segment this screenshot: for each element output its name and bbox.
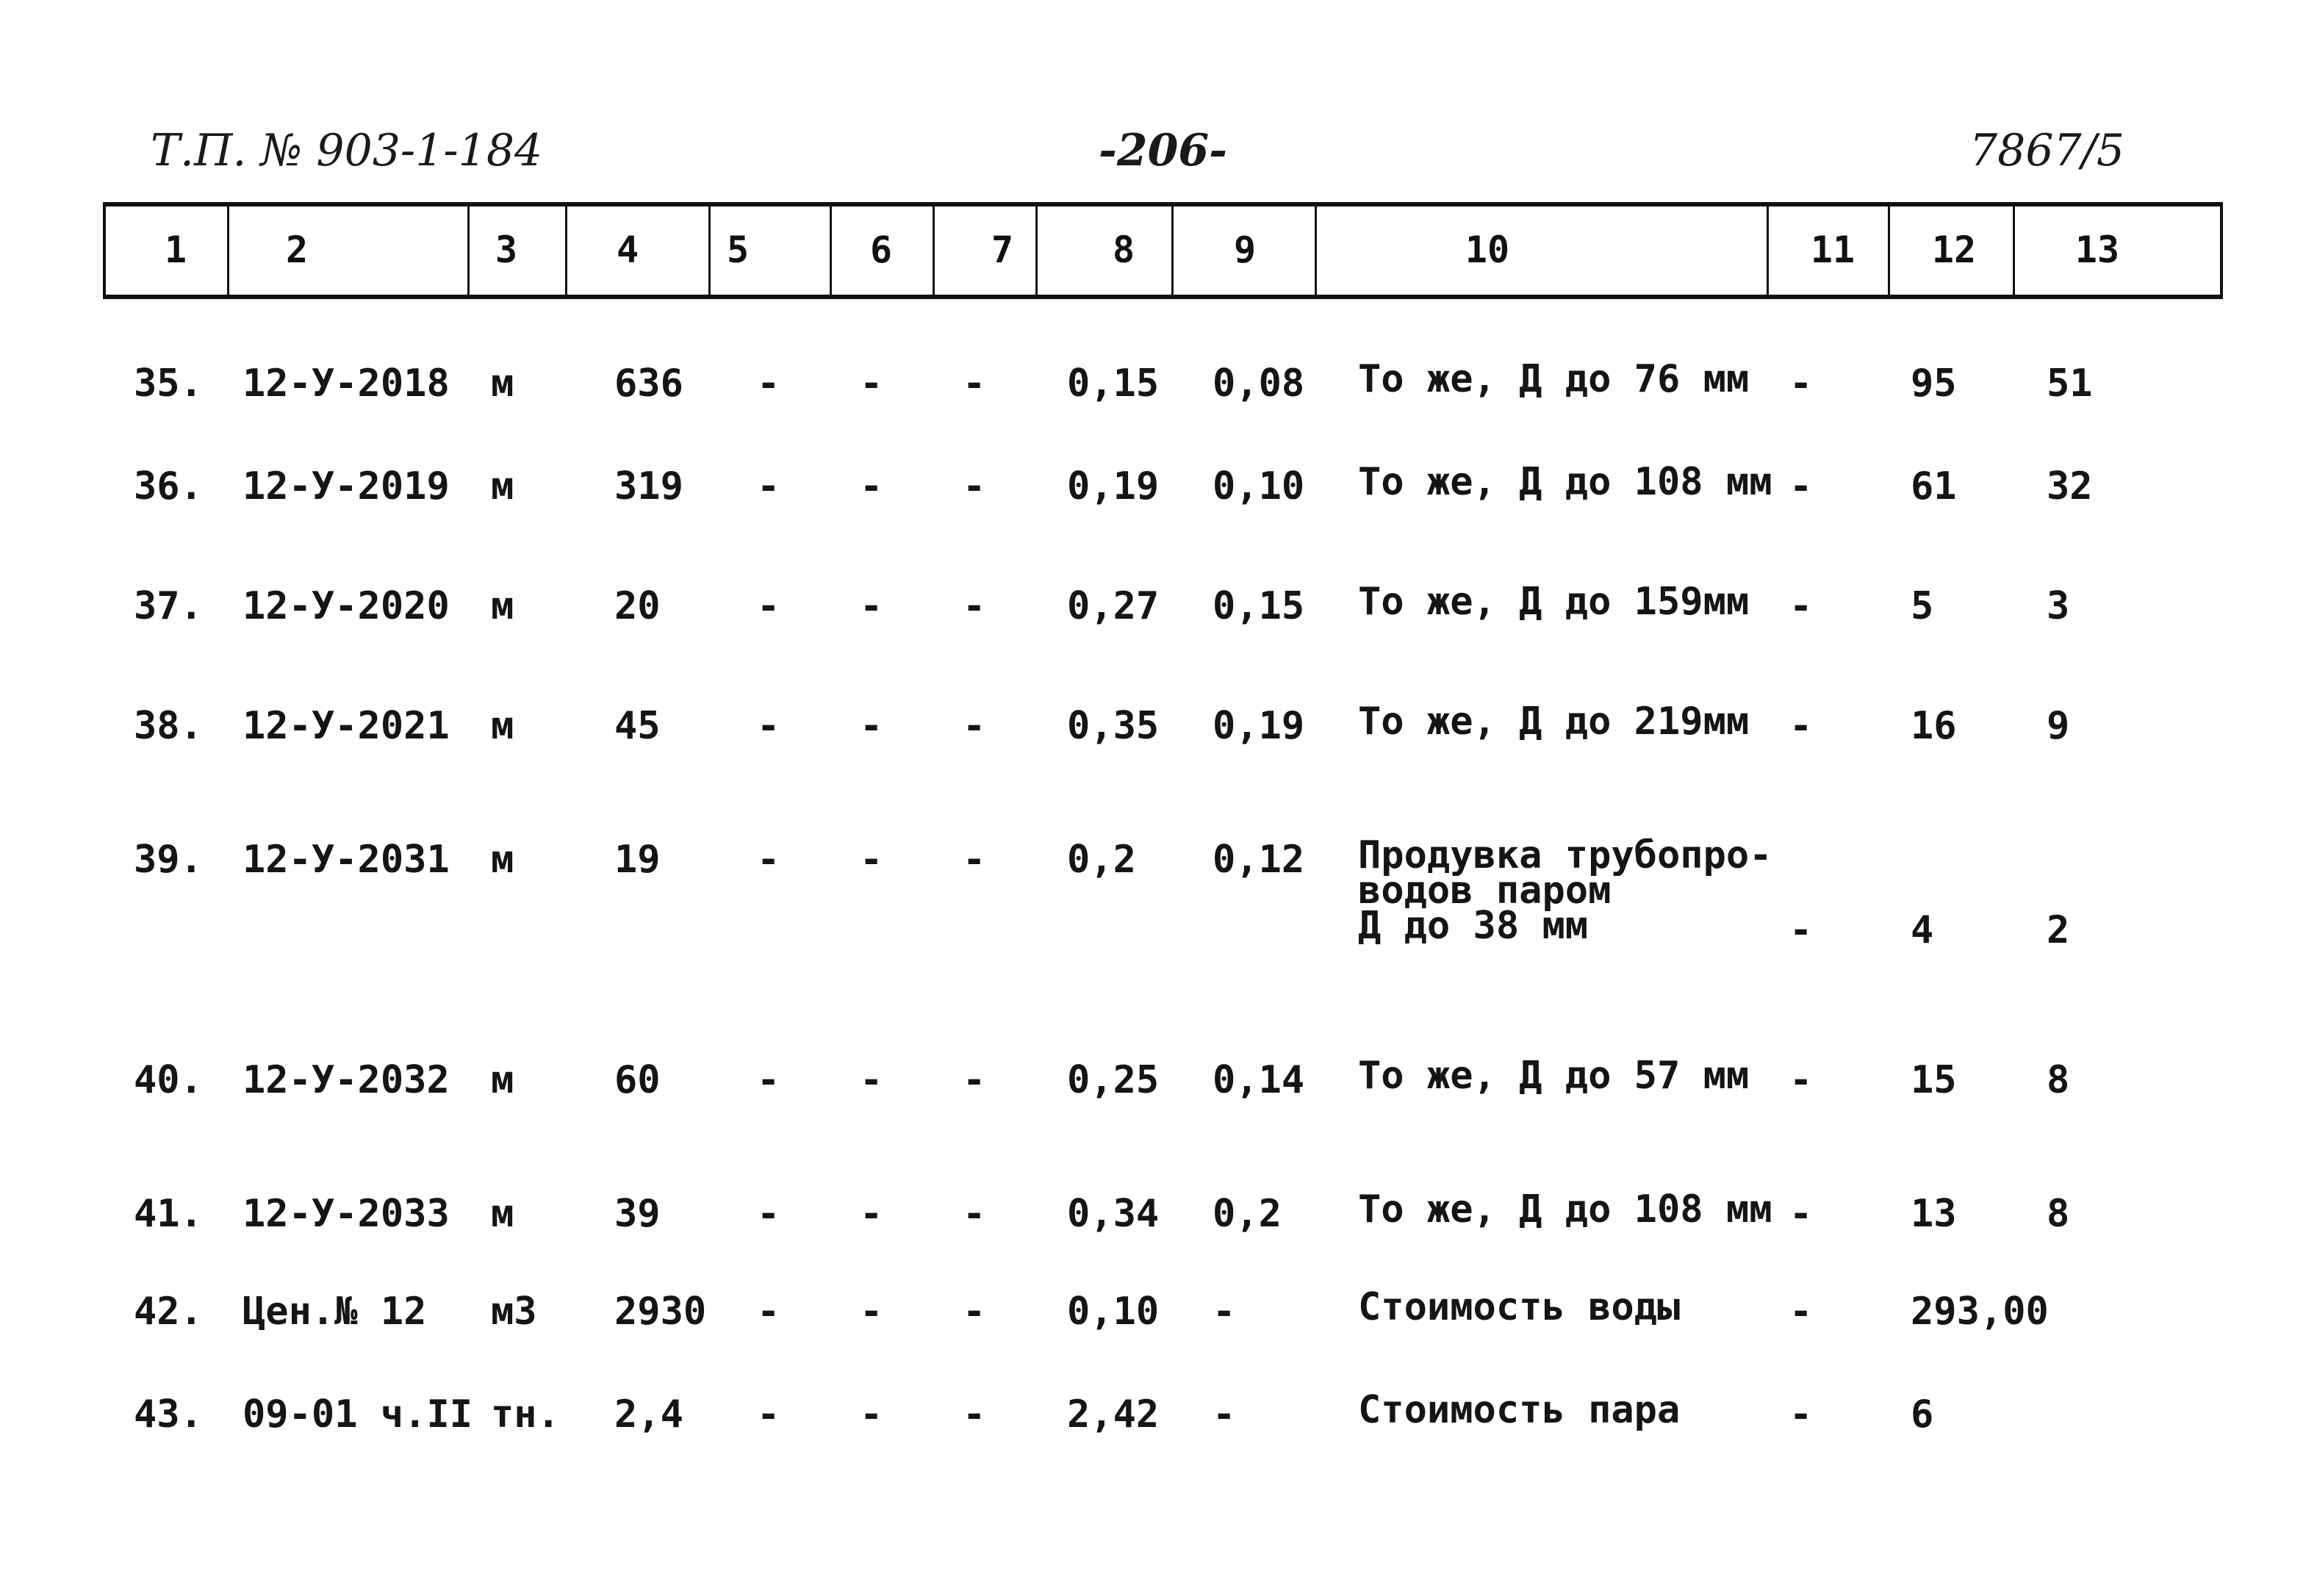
col-8: 0,15 (1067, 362, 1160, 406)
quantity: 45 (614, 704, 661, 748)
col-12: 15 (1911, 1058, 1957, 1102)
col-6: - (860, 1058, 883, 1102)
column-divider (1315, 206, 1317, 295)
row-number: 39. (134, 838, 203, 882)
unit: м (491, 704, 514, 748)
col-8: 2,42 (1067, 1392, 1160, 1437)
col-7: - (963, 704, 986, 748)
col-9: 0,10 (1213, 464, 1305, 508)
col-7: - (963, 464, 986, 508)
col-6: - (860, 1290, 883, 1334)
column-header-1: 1 (164, 229, 187, 271)
row-number: 43. (134, 1392, 203, 1437)
column-header-6: 6 (869, 229, 893, 271)
col-12: 13 (1911, 1192, 1957, 1236)
col-11: - (1789, 1392, 1813, 1437)
col-11: - (1789, 704, 1813, 748)
column-divider (227, 206, 229, 295)
col-13: 2 (2047, 908, 2070, 952)
col-5: - (757, 1192, 780, 1236)
description: Стоимость пара (1358, 1388, 1681, 1432)
description: То же, Д до 108 мм (1358, 460, 1772, 504)
col-8: 0,25 (1067, 1058, 1160, 1102)
rate-code: 12-У-2021 (243, 704, 450, 748)
col-9: - (1213, 1290, 1236, 1334)
col-6: - (860, 362, 883, 406)
sheet-code: 7867/5 (1969, 125, 2125, 176)
rate-code: 12-У-2020 (243, 584, 450, 628)
col-12: 5 (1911, 584, 1934, 628)
unit: м (491, 584, 514, 628)
column-header-10: 10 (1465, 229, 1510, 271)
col-13: 3 (2047, 584, 2070, 628)
col-7: - (963, 1058, 986, 1102)
rate-code: 12-У-2018 (243, 362, 450, 406)
rate-code: Цен.№ 12 (243, 1290, 427, 1334)
col-6: - (860, 584, 883, 628)
col-6: - (860, 1192, 883, 1236)
col-9: 0,12 (1213, 838, 1305, 882)
unit: м (491, 1192, 514, 1236)
row-number: 38. (134, 704, 203, 748)
row-number: 35. (134, 362, 203, 406)
col-6: - (860, 464, 883, 508)
quantity: 39 (614, 1192, 661, 1236)
rate-code: 12-У-2031 (243, 838, 450, 882)
col-5: - (757, 1392, 780, 1437)
col-13: 8 (2047, 1192, 2070, 1236)
col-11: - (1789, 908, 1813, 952)
rate-code: 12-У-2032 (243, 1058, 450, 1102)
column-divider (933, 206, 935, 295)
column-header-9: 9 (1233, 229, 1257, 271)
column-header-4: 4 (616, 229, 639, 271)
col-12: 293,00 (1911, 1290, 2049, 1334)
description: Стоимость воды (1358, 1285, 1681, 1329)
col-9: 0,2 (1213, 1192, 1282, 1236)
col-6: - (860, 1392, 883, 1437)
col-8: 0,19 (1067, 464, 1160, 508)
col-8: 0,34 (1067, 1192, 1160, 1236)
row-number: 36. (134, 464, 203, 508)
quantity: 20 (614, 584, 661, 628)
col-9: 0,14 (1213, 1058, 1305, 1102)
col-8: 0,27 (1067, 584, 1160, 628)
row-number: 41. (134, 1192, 203, 1236)
column-divider (565, 206, 567, 295)
col-7: - (963, 584, 986, 628)
column-header-2: 2 (285, 229, 309, 271)
col-7: - (963, 362, 986, 406)
col-11: - (1789, 1290, 1813, 1334)
unit: м (491, 838, 514, 882)
document-number: Т.П. № 903-1-184 (151, 125, 543, 176)
row-number: 42. (134, 1290, 203, 1334)
col-8: 0,35 (1067, 704, 1160, 748)
col-11: - (1789, 1058, 1813, 1102)
col-5: - (757, 584, 780, 628)
col-13: 9 (2047, 704, 2070, 748)
column-header-5: 5 (726, 229, 750, 271)
page-number: -206- (1099, 125, 1228, 176)
quantity: 2,4 (614, 1392, 683, 1437)
col-7: - (963, 838, 986, 882)
column-divider (708, 206, 711, 295)
description: То же, Д до 219мм (1358, 700, 1750, 744)
quantity: 2930 (614, 1290, 707, 1334)
column-divider (1171, 206, 1174, 295)
col-12: 95 (1911, 362, 1957, 406)
column-divider (830, 206, 832, 295)
unit: м (491, 464, 514, 508)
column-header-12: 12 (1931, 229, 1977, 271)
col-9: 0,19 (1213, 704, 1305, 748)
col-5: - (757, 838, 780, 882)
col-7: - (963, 1192, 986, 1236)
col-5: - (757, 1058, 780, 1102)
col-12: 16 (1911, 704, 1957, 748)
col-7: - (963, 1290, 986, 1334)
description: То же, Д до 159мм (1358, 580, 1750, 624)
column-header-13: 13 (2074, 229, 2120, 271)
col-5: - (757, 704, 780, 748)
col-13: 51 (2047, 362, 2093, 406)
rate-code: 12-У-2019 (243, 464, 450, 508)
col-13: 32 (2047, 464, 2093, 508)
description: Продувка трубопро- водов паром Д до 38 мм (1358, 833, 1772, 948)
unit: тн. (491, 1392, 560, 1437)
description: То же, Д до 57 мм (1358, 1054, 1750, 1098)
col-12: 6 (1911, 1392, 1934, 1437)
row-number: 40. (134, 1058, 203, 1102)
col-12: 4 (1911, 908, 1934, 952)
column-header-3: 3 (495, 229, 518, 271)
col-8: 0,2 (1067, 838, 1136, 882)
col-12: 61 (1911, 464, 1957, 508)
column-header-8: 8 (1112, 229, 1135, 271)
column-divider (1888, 206, 1890, 295)
quantity: 636 (614, 362, 683, 406)
col-5: - (757, 464, 780, 508)
column-header-7: 7 (991, 229, 1014, 271)
col-9: 0,08 (1213, 362, 1305, 406)
quantity: 19 (614, 838, 661, 882)
col-6: - (860, 838, 883, 882)
col-11: - (1789, 362, 1813, 406)
col-5: - (757, 362, 780, 406)
col-9: - (1213, 1392, 1236, 1437)
description: То же, Д до 76 мм (1358, 357, 1750, 401)
rate-code: 12-У-2033 (243, 1192, 450, 1236)
col-11: - (1789, 584, 1813, 628)
col-5: - (757, 1290, 780, 1334)
quantity: 319 (614, 464, 683, 508)
column-header-11: 11 (1810, 229, 1856, 271)
column-divider (467, 206, 470, 295)
col-9: 0,15 (1213, 584, 1305, 628)
col-11: - (1789, 1192, 1813, 1236)
col-8: 0,10 (1067, 1290, 1160, 1334)
unit: м3 (491, 1290, 537, 1334)
unit: м (491, 362, 514, 406)
col-11: - (1789, 464, 1813, 508)
unit: м (491, 1058, 514, 1102)
col-6: - (860, 704, 883, 748)
col-7: - (963, 1392, 986, 1437)
column-header-row (103, 202, 2223, 299)
column-divider (1767, 206, 1769, 295)
description: То же, Д до 108 мм (1358, 1187, 1772, 1232)
row-number: 37. (134, 584, 203, 628)
column-divider (2013, 206, 2015, 295)
rate-code: 09-01 ч.II (243, 1392, 473, 1437)
column-divider (1035, 206, 1038, 295)
quantity: 60 (614, 1058, 661, 1102)
col-13: 8 (2047, 1058, 2070, 1102)
